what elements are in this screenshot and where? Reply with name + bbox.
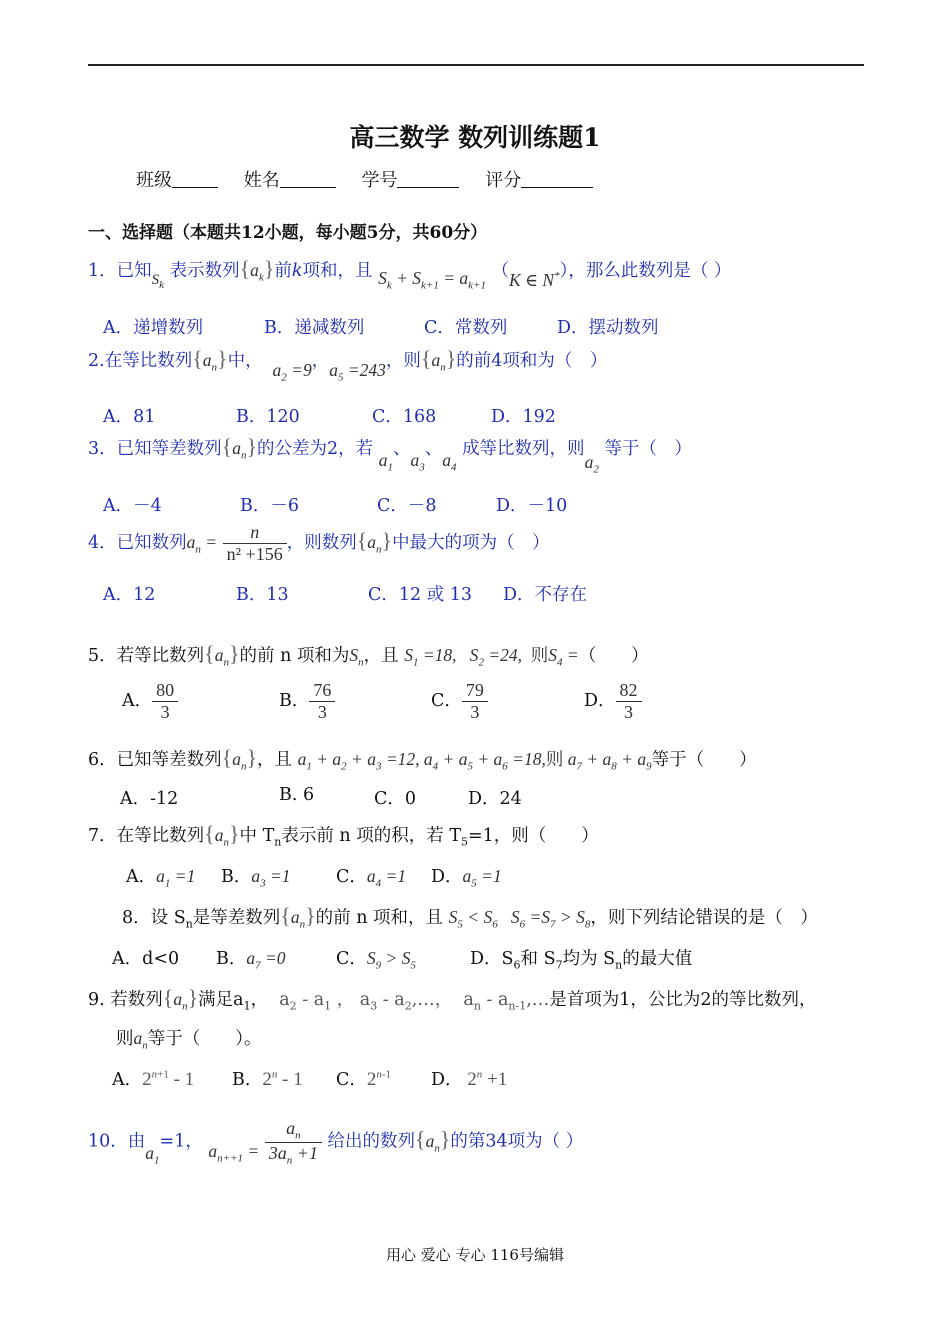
q8-text-c: 的前 n 项和，且 [315, 908, 444, 928]
q4-text-a: 4．已知数列 [88, 533, 187, 553]
q2-text-b: 中， [227, 351, 263, 371]
id-label: 学号 [361, 170, 398, 191]
q1-k: k [291, 261, 303, 281]
q7-text-d: =1，则（ ） [468, 826, 599, 846]
q7-option-c[interactable]: C．$a_4 =1$ [336, 866, 407, 890]
q9-option-c[interactable]: C．2$^{n-1}$ [336, 1068, 392, 1090]
q3-option-c[interactable]: C．－8 [377, 496, 437, 516]
q4-option-a[interactable]: A．12 [103, 585, 156, 605]
q10-text-d: 的第34项为（ ） [450, 1131, 584, 1152]
q3-option-b[interactable]: B．－6 [240, 496, 299, 516]
q7-text-c: 表示前 n 项的积，若 T [281, 826, 461, 846]
q5-option-c[interactable]: C． $\frac{79}{3}$ [431, 680, 488, 723]
page-footer: 用心 爱心 专心 116号编辑 [386, 1246, 564, 1264]
q1-text-c: 前 [274, 261, 292, 281]
q4-option-d[interactable]: D．不存在 [503, 585, 588, 605]
question-7: 7．在等比数列$\{a_n\}$中 $T_n$表示前 n 项的积，若 $T_5=1$，则（ ） [88, 821, 599, 849]
page-title: 高三数学 数列训练题1 [349, 123, 601, 152]
q1-option-d[interactable]: D．摆动数列 [557, 318, 659, 338]
q4-frac-num: n [223, 522, 287, 544]
q4-frac-den: n² +156 [226, 544, 283, 564]
question-10: 10．由$a_1=1$， $a_{n++1}$ = $\frac{a_n}{3a_n +1}$ 给出的数列$\{a_n\}$的第34项为（ ） [88, 1118, 584, 1167]
q1-text-e: （ [491, 261, 510, 281]
q4-text-b: ，则数列 [286, 533, 357, 553]
q9-text-d: 则 [116, 1029, 134, 1049]
q2-option-d[interactable]: D．192 [491, 407, 556, 427]
q4-option-c[interactable]: C．12 或 13 [368, 585, 473, 605]
q9-option-d[interactable]: D． $2^n +1$ [431, 1068, 508, 1090]
q2-text-c: ，则 [385, 351, 421, 371]
q8-option-d[interactable]: D．$S_6$和 $S_7$均为 $S_n$的最大值 [470, 949, 693, 972]
q7-option-d[interactable]: D．$a_5 =1$ [431, 866, 502, 890]
q6-option-d[interactable]: D．24 [468, 789, 522, 809]
question-3: 3．已知等差数列$\{a_n\}$的公差为2，若 $a_1$、$a_3$、$a_4$ 成等比数列，则$a_2$ 等于（ ） [88, 434, 692, 476]
q4-option-b[interactable]: B．13 [236, 585, 289, 605]
q2-option-b[interactable]: B．120 [236, 407, 300, 427]
q3-text-d: 等于（ ） [604, 439, 692, 459]
q10-text-c: 给出的数列 [327, 1131, 416, 1152]
name-blank [280, 169, 336, 188]
section-heading: 一、选择题（本题共12小题，每小题5分，共60分） [88, 223, 488, 243]
q10-text-b: =1， [159, 1131, 203, 1152]
q2-text-a: 2.在等比数列 [88, 351, 193, 371]
q10-text-a: 10．由 [88, 1131, 146, 1152]
q1-text-d: 项和，且 [302, 261, 373, 281]
q5-text-a: 5．若等比数列 [88, 646, 205, 666]
q1-text-b: 表示数列 [169, 261, 240, 281]
score-label: 评分 [485, 170, 522, 191]
question-9: 9. 若数列$\{a_n\}$满足$a_1$， $a_2 - a_1$ ， $a_3$ - $a_2,\dots$， $a_n$ - $a_{n-1},\dots$是首项为1，公比为2的等比数列， [88, 985, 817, 1013]
student-info-line [136, 166, 613, 192]
q6-option-b[interactable]: B. 6 [279, 785, 315, 805]
q4-text-c: 中最大的项为（ ） [392, 533, 550, 553]
q6-text-a: 6．已知等差数列 [88, 750, 222, 770]
q8-text-d: ，则下列结论错误的是（ ） [590, 908, 818, 928]
q1-option-a[interactable]: A．递增数列 [103, 318, 204, 338]
q7-text-b: 中 T [239, 826, 275, 846]
q3-text-a: 3．已知等差数列 [88, 439, 222, 459]
q2-option-c[interactable]: C．168 [372, 407, 437, 427]
question-1: 1．已知$S_k$ 表示数列$\{a_k\}$前k项和，且 $S_k + S_{k+1} = a_{k+1}$ （K ∈ N*），那么此数列是（ ） [88, 256, 732, 292]
question-9-line2: 则$a_n$等于（ ）。 [116, 1028, 262, 1052]
q7-option-b[interactable]: B．$a_3 =1$ [221, 866, 291, 890]
q9-text-b: 满足a [198, 990, 244, 1010]
q6-text-b: ，且 [257, 750, 293, 770]
top-rule [88, 64, 864, 66]
id-blank [397, 169, 459, 188]
q1-text-a: 1．已知 [88, 261, 152, 281]
q8-text-b: 是等差数列 [192, 908, 281, 928]
q3-option-d[interactable]: D．－10 [496, 496, 568, 516]
question-4: 4．已知数列$a_n$ = $\frac{n}{\text{n² +156}}$ ，则数列$\{a_n\}$中最大的项为（ ） [88, 522, 550, 564]
q8-option-c[interactable]: C．$S_9 > S_5$ [336, 948, 416, 972]
q8-option-a[interactable]: A．d<0 [112, 949, 180, 969]
question-2: 2.在等比数列$\{a_n\}$中， $a_2 =9$，$a_5 =243$，则$\{a_n\}$的前4项和为（ ） [88, 346, 608, 384]
q9-text-a: 9. 若数列 [88, 990, 163, 1010]
class-blank [172, 169, 218, 188]
q8-text-a: 8．设 S [122, 908, 186, 928]
q2-text-d: 的前4项和为（ ） [456, 351, 608, 371]
q5-option-d[interactable]: D． $\frac{82}{3}$ [584, 680, 642, 723]
name-label: 姓名 [243, 170, 280, 191]
q6-text-c: 等于（ ） [651, 750, 757, 770]
q2-option-a[interactable]: A．81 [103, 407, 156, 427]
q3-text-c: 成等比数列，则 [462, 439, 585, 459]
q7-text-a: 7．在等比数列 [88, 826, 205, 846]
q1-text-f: ），那么此数列是（ ） [559, 261, 732, 281]
score-blank [521, 169, 593, 188]
q5-option-a[interactable]: A． $\frac{80}{3}$ [122, 680, 178, 723]
q7-option-a[interactable]: A．$a_1 =1$ [126, 866, 196, 890]
q9-option-a[interactable]: A．$2^{n+1} - 1$ [112, 1068, 195, 1090]
q6-option-a[interactable]: A．-12 [120, 789, 179, 809]
question-6: 6．已知等差数列$\{a_n\}$，且 $a_1 + a_2 + a_3 =12$, $a_4 + a_5 + a_6 =18$,则 $a_7 + a_8 + a_9$等于（ ） [88, 745, 757, 773]
q8-option-b[interactable]: B．$a_7 =0$ [216, 948, 286, 972]
question-5: 5．若等比数列$\{a_n\}$的前 n 项和为$S_n$，且 $S_1 =18$, $S_2 =24$, 则$S_4$ =（ ） [88, 641, 649, 669]
q1-option-c[interactable]: C．常数列 [424, 318, 508, 338]
question-8: 8．设 $S_n$是等差数列$\{a_n\}$的前 n 项和，且 $S_5 < S_6$ $S_6 =S_7 > S_8$，则下列结论错误的是（ ） [122, 903, 818, 931]
q1-option-b[interactable]: B．递减数列 [264, 318, 365, 338]
q5-text-c: ，且 [363, 646, 399, 666]
q5-text-d: （ ） [578, 646, 649, 666]
q5-text-b: 的前 n 项和为 [239, 646, 350, 666]
q3-option-a[interactable]: A．－4 [103, 496, 162, 516]
q6-option-c[interactable]: C．0 [374, 789, 417, 809]
q9-text-e: 等于（ ）。 [147, 1029, 262, 1049]
q5-option-b[interactable]: B． $\frac{76}{3}$ [279, 680, 335, 723]
q9-text-c: 是首项为1，公比为2的等比数列， [549, 990, 817, 1010]
q3-text-b: 的公差为2，若 [257, 439, 374, 459]
q9-option-b[interactable]: B．2$^n$ - 1 [232, 1068, 303, 1090]
class-label: 班级 [136, 170, 172, 191]
